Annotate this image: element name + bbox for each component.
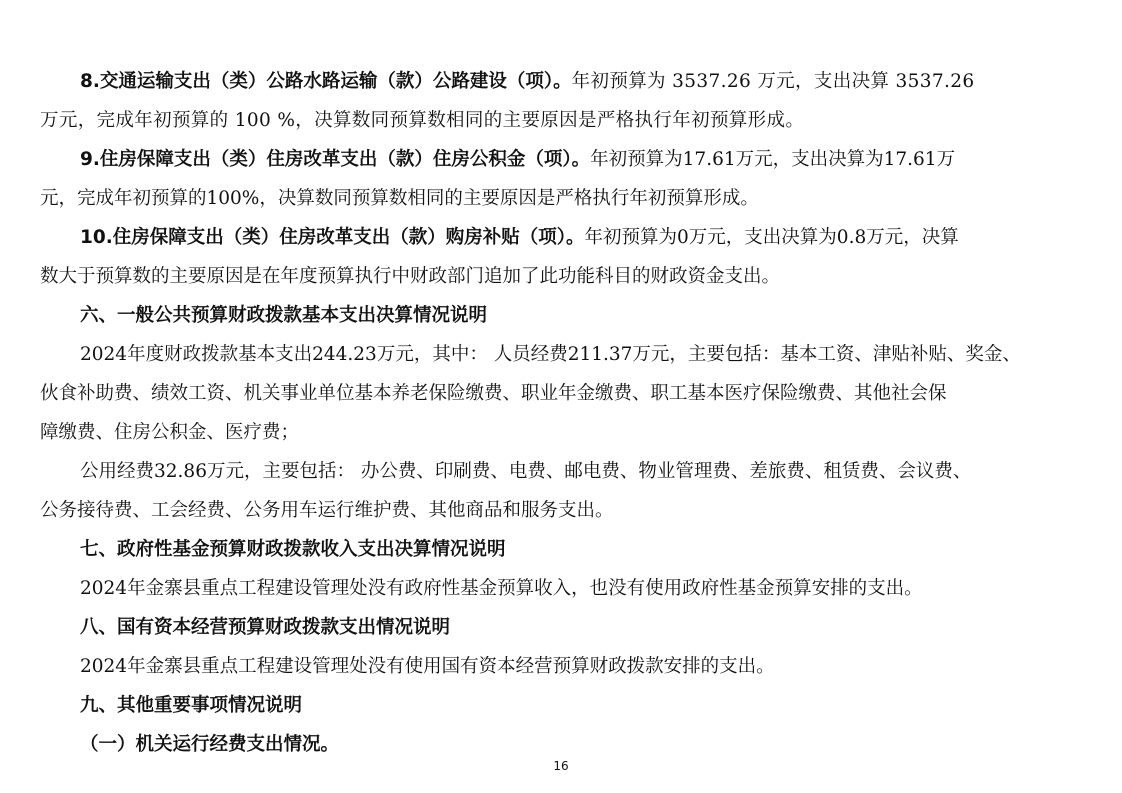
section-7-paragraph: 2024年金寨县重点工程建设管理处没有政府性基金预算收入，也没有使用政府性基金预算安排的支出。 <box>80 578 923 599</box>
paragraph-9-title: 9.住房保障支出（类）住房改革支出（款）住房公积金（项）。 <box>80 149 591 170</box>
page-number: 16 <box>553 759 569 773</box>
section-8-heading: 八、国有资本经营预算财政拨款支出情况说明 <box>80 617 451 638</box>
paragraph-10-title: 10.住房保障支出（类）住房改革支出（款）购房补贴（项）。 <box>80 227 585 248</box>
paragraph-9-text: 年初预算为17.61万元，支出决算为17.61万 <box>590 149 956 170</box>
paragraph-8-line-2: 万元，完成年初预算的 100 %，决算数同预算数相同的主要原因是严格执行年初预算形成。 <box>40 110 805 131</box>
paragraph-10-line-1 <box>40 218 1088 257</box>
section-8-paragraph: 2024年金寨县重点工程建设管理处没有使用国有资本经营预算财政拨款安排的支出。 <box>80 656 775 677</box>
paragraph-10-line-2: 数大于预算数的主要原因是在年度预算执行中财政部门追加了此功能科目的财政资金支出。 <box>40 266 781 287</box>
paragraph-8-title: 8.交通运输支出（类）公路水路运输（款）公路建设（项）。 <box>80 71 572 92</box>
section-9-subheading: （一）机关运行经费支出情况。 <box>80 734 340 755</box>
section-6-para-2-line-1: 公用经费32.86万元，主要包括： 办公费、印刷费、电费、邮电费、物业管理费、差旅费、租赁费、会议费、 <box>80 461 972 482</box>
paragraph-8-text: 年初预算为 3537.26 万元，支出决算 3537.26 <box>571 71 975 92</box>
section-6-para-1-line-3: 障缴费、住房公积金、医疗费； <box>40 422 300 443</box>
paragraph-9-line-2: 元，完成年初预算的100%，决算数同预算数相同的主要原因是严格执行年初预算形成。 <box>40 188 759 209</box>
section-7-heading: 七、政府性基金预算财政拨款收入支出决算情况说明 <box>80 539 506 560</box>
section-6-para-2-line-2: 公务接待费、工会经费、公务用车运行维护费、其他商品和服务支出。 <box>40 500 614 521</box>
section-9-heading: 九、其他重要事项情况说明 <box>80 695 303 716</box>
paragraph-10-text: 年初预算为0万元，支出决算为0.8万元，决算 <box>584 227 959 248</box>
paragraph-8-line-1 <box>40 62 1088 101</box>
section-6-para-1-line-2: 伙食补助费、绩效工资、机关事业单位基本养老保险缴费、职业年金缴费、职工基本医疗保险缴费、其他社会保 <box>40 383 947 404</box>
document-body <box>40 62 1088 764</box>
section-6-para-1-line-1: 2024年度财政拨款基本支出244.23万元，其中： 人员经费211.37万元，主要包括：基本工资、津贴补贴、奖金、 <box>80 344 1021 365</box>
section-6-heading: 六、一般公共预算财政拨款基本支出决算情况说明 <box>80 305 488 326</box>
paragraph-9-line-1 <box>40 140 1088 179</box>
